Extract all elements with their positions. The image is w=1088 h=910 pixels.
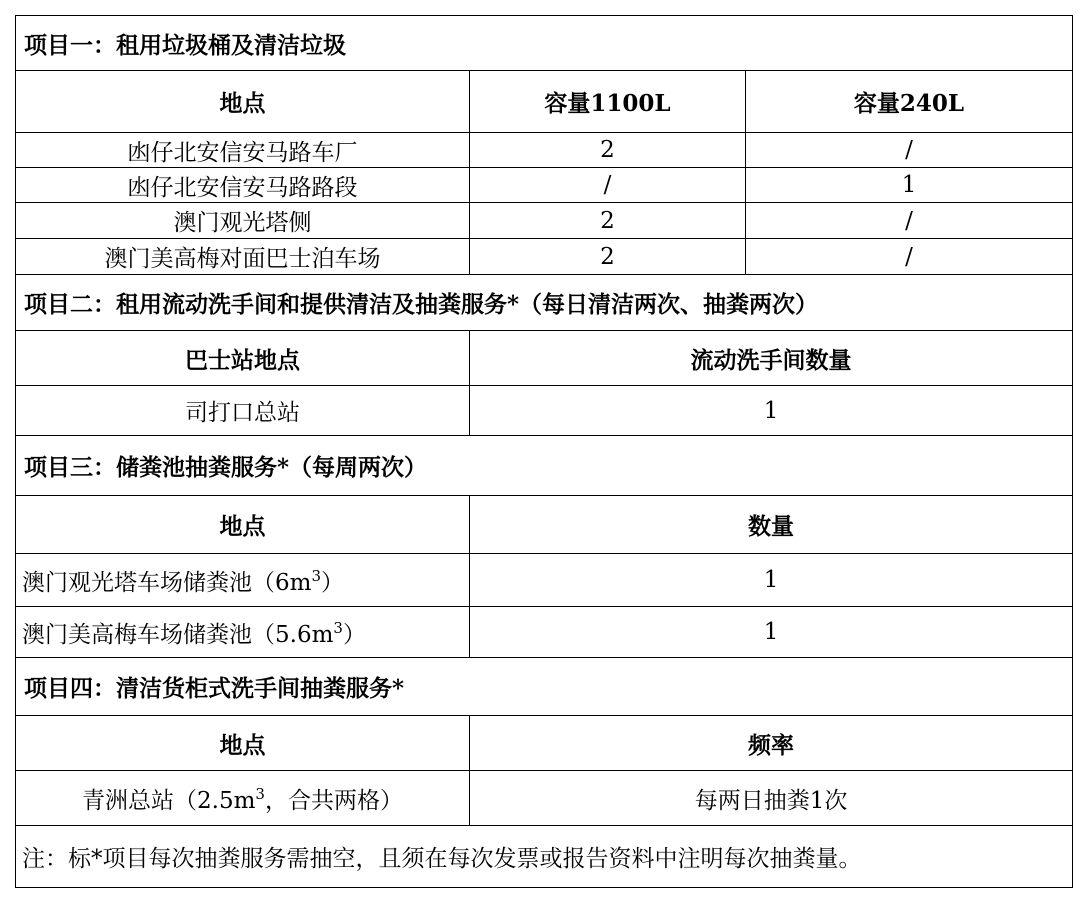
table-row [16,168,1073,203]
section1-header-location: 地点 [16,71,470,133]
section1-header-row [16,71,1073,133]
footnote: 注：标*项目每次抽粪服务需抽空，且须在每次发票或报告资料中注明每次抽粪量。 [16,826,1073,888]
section1-header-capacity-1100: 容量1100L [470,71,746,133]
superscript-unit: 3 [333,618,343,637]
location-text-suffix: ） [342,621,366,648]
location-cell: 凼仔北安信安马路车厂 [16,133,470,168]
location-cell: 澳门观光塔侧 [16,203,470,239]
location-text: 澳门美高梅车场储粪池（5.6m [22,621,334,648]
capacity-1100-cell: 2 [470,203,746,239]
capacity-1100-cell: / [470,168,746,203]
section2-header-row [16,331,1073,386]
table-row [16,607,1073,658]
table-row [16,239,1073,275]
table-row [16,203,1073,239]
capacity-240-cell: 1 [746,168,1073,203]
section1-title: 项目一：租用垃圾桶及清洁垃圾 [16,16,1073,71]
location-cell: 凼仔北安信安马路路段 [16,168,470,203]
table-row [16,554,1073,607]
section3-header-location: 地点 [16,496,470,554]
capacity-240-cell: / [746,133,1073,168]
location-cell [16,554,470,607]
section2-title: 项目二：租用流动洗手间和提供清洁及抽粪服务*（每日清洁两次、抽粪两次） [16,275,1073,331]
table-row [16,386,1073,436]
section4-header-row [16,716,1073,771]
section3-header-quantity: 数量 [470,496,1073,554]
capacity-1100-cell: 2 [470,133,746,168]
location-text-suffix: ，合共两格） [264,787,403,814]
location-cell: 澳门美高梅对面巴士泊车场 [16,239,470,275]
section1-header-capacity-240: 容量240L [746,71,1073,133]
capacity-240-cell: / [746,239,1073,275]
quantity-cell: 1 [470,554,1073,607]
capacity-1100-cell: 2 [470,239,746,275]
table-row [16,771,1073,826]
location-cell [16,771,470,826]
section4-title-row [16,658,1073,716]
location-text-suffix: ） [321,569,344,596]
superscript-unit: 3 [255,784,265,803]
section4-header-frequency: 频率 [470,716,1073,771]
location-cell: 司打口总站 [16,386,470,436]
quantity-cell: 1 [470,607,1073,658]
section2-header-toilet-count: 流动洗手间数量 [470,331,1073,386]
location-text: 青洲总站（2.5m [82,787,256,814]
location-cell [16,607,470,658]
service-items-table [15,15,1073,888]
section3-header-row [16,496,1073,554]
superscript-unit: 3 [311,566,321,585]
quantity-cell: 1 [470,386,1073,436]
section3-title: 项目三：储粪池抽粪服务*（每周两次） [16,436,1073,496]
section3-title-row [16,436,1073,496]
section4-header-location: 地点 [16,716,470,771]
section2-header-bus-stop: 巴士站地点 [16,331,470,386]
section1-title-row [16,16,1073,71]
note-row [16,826,1073,888]
capacity-240-cell: / [746,203,1073,239]
table-row [16,133,1073,168]
location-text: 澳门观光塔车场储粪池（6m [22,569,312,596]
frequency-cell: 每两日抽粪1次 [470,771,1073,826]
section4-title: 项目四：清洁货柜式洗手间抽粪服务* [16,658,1073,716]
section2-title-row [16,275,1073,331]
